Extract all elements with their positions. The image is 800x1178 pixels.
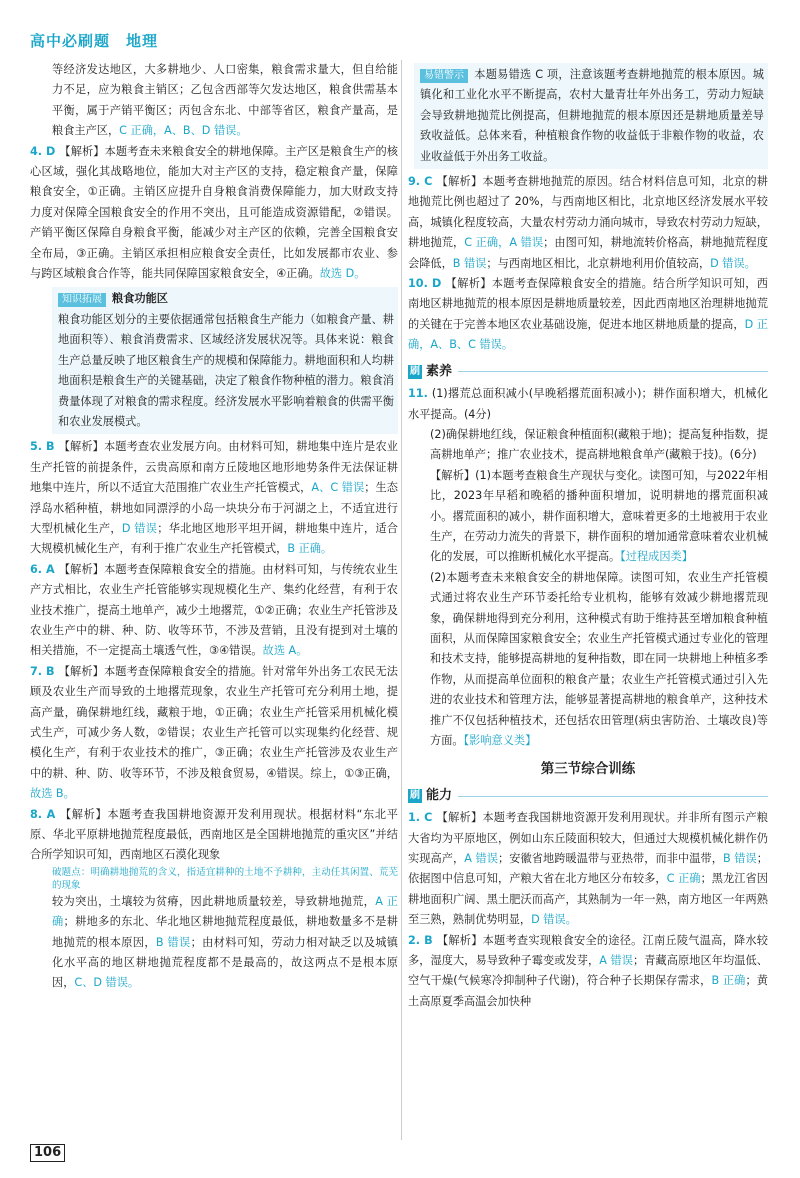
answer-q4: 4. D 【解析】本题考查未来粮食安全的耕地保障。主产区是粮食生产的核心区域，强化其战略地位，能加大对主产区的支持，稳定粮食产量，保障粮食安全，①正确。主销区应提升自身粮食消费保障能力，加大财政支持力度对保障全国粮食安全的作用不突出，且可能造成资源错配，②错误。产销平衡区保障自身粮食平衡，能减少对主产区的依赖，完善全国粮食安全布局，③正确。主销区承担相应粮食安全责任，比如发展都市农业、参与跨区域粮食合作等，能共同保障国家粮食安全，④正确。故选 D。 [30,144,398,281]
book-title: 高中必刷题 地理 [30,32,159,50]
brush-icon: 刷 [410,365,420,377]
page-header [30,30,770,58]
warning-text: 本题易错选 C 项，注意该题考查耕地抛荒的根本原因。城镇化和工业化水平不断提高，农村大量青壮年外出务工，劳动力短缺会导致耕地抛荒比例提高，但耕地抛荒的根本原因还是耕地质量差导致收益低。总体来看，种植粮食作物的收益低于非粮作物的收益，农业收益低于外出务工收益。 [420,68,764,163]
brush-icon: 刷 [410,790,420,802]
knowledge-title: 粮食功能区 [112,292,168,306]
answer-continuation: 等经济发达地区，大多耕地少、人口密集，粮食需求量大，但自给能力不足，应为粮食主销区；乙包含西部等欠发达地区，粮食供需基本平衡，属于产销平衡区；丙包含东北、中部等省区，粮食产量高，是粮食主产区，C 正确，A、B、D 错误。 [52,63,398,138]
section-label: 能力 [426,787,453,803]
section-header-suyang [408,362,768,382]
answer-q7: 7. B 【解析】本题考查保障粮食安全的措施。针对常年外出务工农民无法顾及农业生产而导致的土地撂荒现象，农业生产托管可充分利用土地，提高产量，确保耕地红线，藏粮于地，①正确；农业生产托管采用机械化模式生产，可减少务人数，②错误；农业生产托管可以实现集约化经营、规模化生产，有利于农业技术的推广，③正确；农业生产托管涉及农业生产中的耕、种、防、收等环节，不涉及粮食贸易，④错误。综上，①③正确，故选 B。 [30,664,398,801]
section-rule [458,371,768,372]
right-column [408,60,768,1140]
column-divider [401,60,402,1140]
answer-q5: 5. B 【解析】本题考查农业发展方向。由材料可知，耕地集中连片是农业生产托管的前提条件，云贵高原和南方丘陵地区地形地势条件无法保证耕地集中连片，所以不适宜大范围推广农业生产托管模式，A、C 错误；生态浮岛水稻种植，耕地如同漂浮的小岛一块块分布于河湖之上，不适宜进行大型机械化生产，D 错误；华北地区地形平坦开阔，耕地集中连片，适合大规模机械化生产，有利于推广农业生产托管模式，B 正确。 [30,440,398,556]
section-title: 第三节综合训练 [540,761,636,778]
explanation-q11-2: (2)本题考查未来粮食安全的耕地保障。读图可知，农业生产托管模式通过将农业生产环节委托给专业机构，能够有效减少耕地撂荒现象，确保耕地得到充分利用，这种模式有助于维持甚至增加粮食种植面积，从而保障国家粮食安全；农业生产托管模式通过专业化的管理和技术支持，能够提高耕地的复种指数，即在同一块耕地上种植多季作物，从而提高单位面积的粮食产量；农业生产托管模式通过引入先进的农业技术和管理方法，能够显著提高耕地的粮食单产，这种技术推广不仅包括种植技术，还包括农田管理(病虫害防治、土壤改良)等方面。【影响意义类】 [430,570,768,747]
knowledge-box [52,287,398,434]
answer-q11-part2: (2)确保耕地红线，保证粮食种植面积(藏粮于地)；提高复种指数，提高耕地单产；推广农业技术，提高耕地粮食单产(藏粮于技)。(6分) [430,427,768,462]
warning-box [414,63,768,169]
section-header-nengli [408,786,768,806]
answer-r2: 2. B 【解析】本题考查实现粮食安全的途径。江南丘陵气温高，降水较多，湿度大，易导致种子霉变或发芽，A 错误；青藏高原地区年均温低、空气干燥(气候寒冷抑制种子代谢)，符合种子长期保存需求，B 正确；黄土高原夏季高温会加快种 [408,933,768,1008]
hint-note: 破题点：明确耕地抛荒的含义，指适宜耕种的土地不予耕种，主动任其闲置、荒芜的现象 [52,866,398,891]
left-column [30,60,398,1140]
answer-q9: 9. C 【解析】本题考查耕地抛荒的原因。结合材料信息可知，北京的耕地抛荒比例也超过了 20%，与西南地区相比，北京地区经济发展水平较高，城镇化程度较高，大量农村劳动力涌向城市，导致农村劳动力短缺，耕地抛荒，C 正确，A 错误；由图可知，耕地流转价格高，耕地抛荒程度会降低，B 错误；与西南地区相比，北京耕地利用价值较高，D 错误。 [408,175,768,270]
page-number: 106 [30,1144,65,1162]
answer-q11-part1: 11. (1)撂荒总面积减小(早晚稻撂荒面积减小)；耕作面积增大，机械化水平提高。(4分) [408,387,768,421]
knowledge-tag: 知识拓展 [58,293,106,307]
warning-tag: 易错警示 [420,69,468,83]
answer-q6: 6. A 【解析】本题考查保障粮食安全的措施。由材料可知，与传统农业生产方式相比，农业生产托管能够实现规模化生产、集约化经营，有利于农业技术推广，提高土地单产，减少土地撂荒，①②正确；农业生产托管涉及农业生产中的耕、种、防、收等环节，不涉及营销，且没有提到对土壤的相关措施，不一定提高土壤透气性，③④错误。故选 A。 [30,562,398,658]
page-columns [30,60,770,1140]
answer-q10: 10. D 【解析】本题考查保障粮食安全的措施。结合所学知识可知，西南地区耕地抛荒的根本原因是耕地质量较差，因此西南地区治理耕地抛荒的关键在于完善本地区农业基础设施，促进本地区耕地质量的提高，D 正确，A、B、C 错误。 [408,277,768,352]
explanation-q11-1: 【解析】(1)本题考查粮食生产现状与变化。读图可知，与2022年相比，2023年早稻和晚稻的播种面积增加，说明耕地的撂荒面积减小。撂荒面积的减小，耕作面积增大，意味着更多的土地被用于农业生产，在劳动力流失的背景下，耕作面积的增加通常意味着农业机械化的发展，可以推断机械化水平提高。【过程成因类】 [430,468,768,564]
answer-r1: 1. C 【解析】本题考查我国耕地资源开发利用现状。并非所有图示产粮大省均为平原地区，例如山东丘陵面积较大，但通过大规模机械化耕作仍实现高产，A 错误；安徽省地跨暖温带与亚热带，而非中温带，B 错误；依据图中信息可知，产粮大省在北方地区分布较多，C 正确；黑龙江省因耕地面积广阔、黑土肥沃而高产，其熟制为一年一熟，南方地区一年两熟至三熟，熟制优势明显，D 错误。 [408,811,768,927]
section-rule [458,796,768,797]
answer-q8: 8. A 【解析】本题考查我国耕地资源开发利用现状。根据材料“东北平原、华北平原耕地抛荒程度最低，西南地区是全国耕地抛荒的重灾区”并结合所学知识可知，西南地区石漠化现象 [30,807,398,862]
answer-q8-cont: 较为突出，土壤较为贫瘠，因此耕地质量较差，导致耕地抛荒，A 正确；耕地多的东北、华北地区耕地抛荒程度最低，耕地数量多不是耕地抛荒的根本原因，B 错误；由材料可知，劳动力相对缺乏以及城镇化水平高的地区耕地抛荒程度都不是最高的，故这两点不是根本原因，C、D 错误。 [52,894,398,990]
knowledge-text: 粮食功能区划分的主要依据通常包括粮食生产能力（如粮食产量、耕地面积等）、粮食消费需求、区域经济发展状况等。具体来说：粮食生产总量反映了地区粮食生产的规模和保障能力。耕地面积和人均耕地面积是粮食生产的关键基础，决定了粮食作物种植的潜力。粮食消费量体现了对粮食的需求程度。经济发展水平影响着粮食的供需平衡和农业发展模式。 [58,312,394,428]
section-label: 素养 [426,363,453,379]
